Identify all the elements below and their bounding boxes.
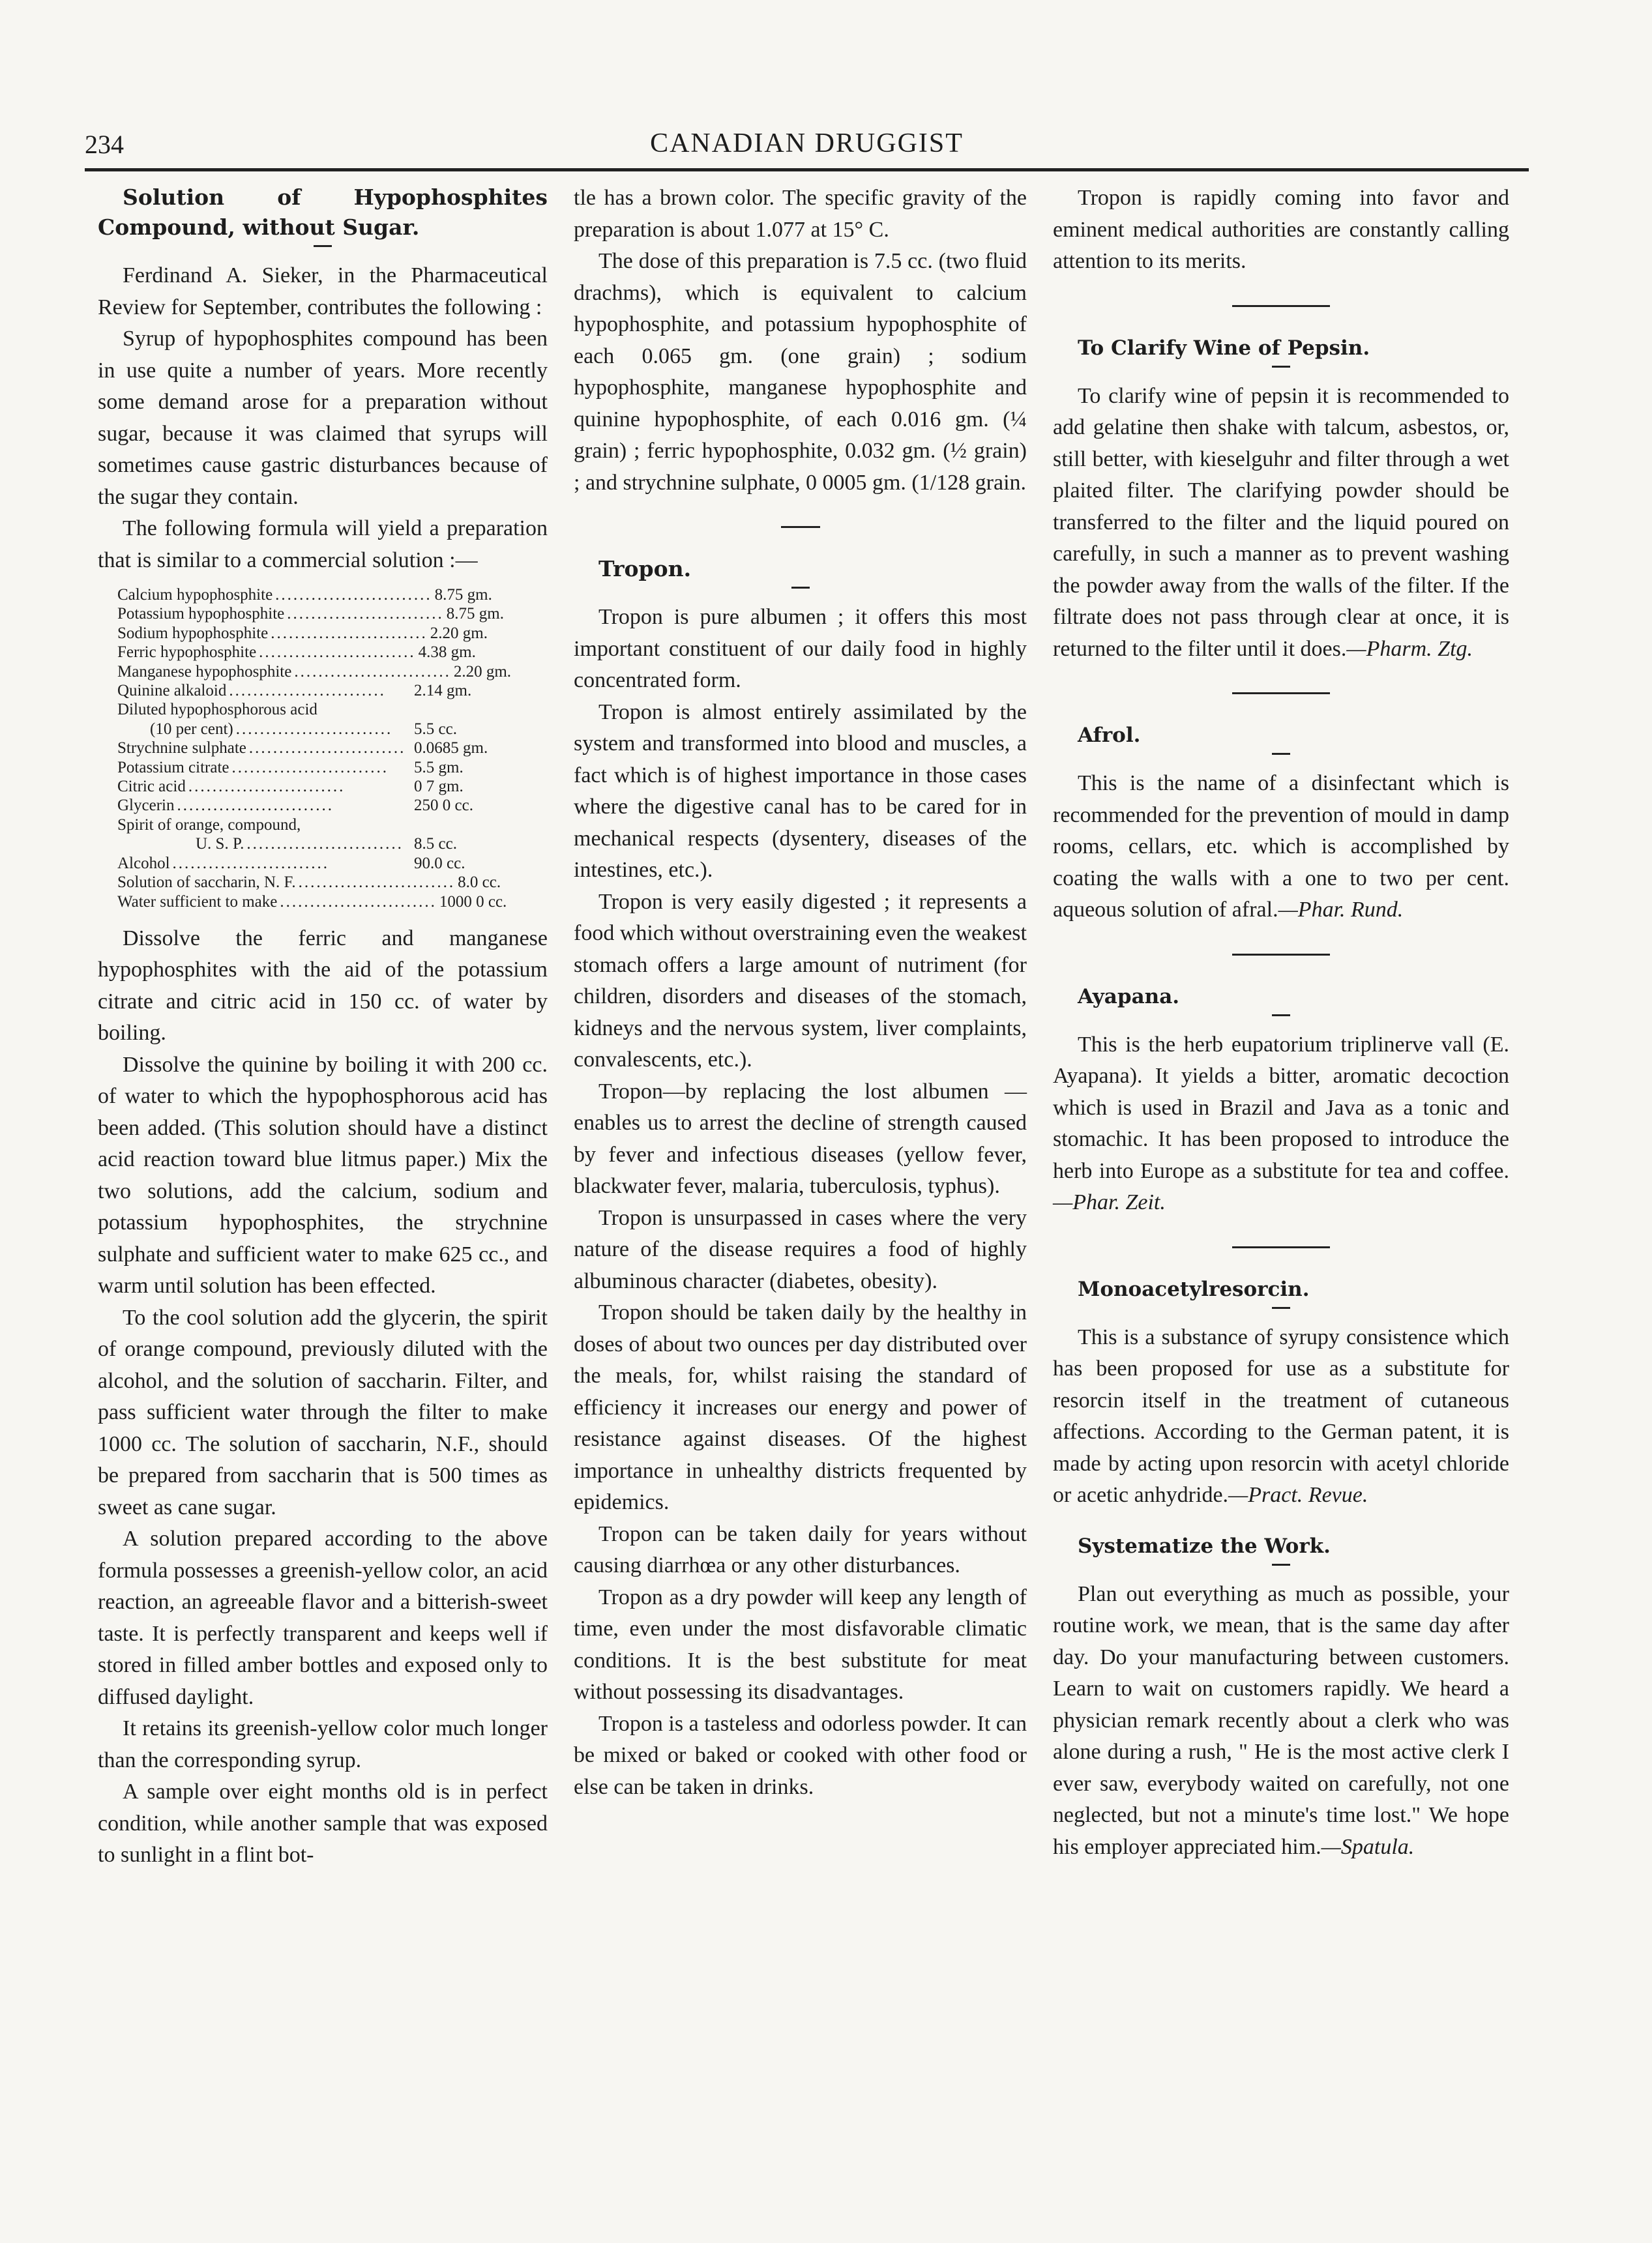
section-separator (1232, 305, 1330, 307)
ingredient-quantity: 2.20 gm. (453, 662, 512, 681)
formula-row (117, 815, 518, 834)
formula-row: Alcohol .......................... 90.0 cc. (117, 854, 518, 873)
ingredient-quantity: 8.0 cc. (458, 873, 501, 892)
ingredient-name: Citric acid (117, 778, 186, 796)
paragraph: tle has a brown color. The specific gravity of the preparation is about 1.077 at 15° C. (574, 186, 1027, 242)
column-1 (98, 183, 548, 2190)
heading-dash (1272, 1564, 1290, 1566)
paragraph: A sample over eight months old is in perfect condition, while another sample that was exposed to sunlight in a flint bot- (98, 1780, 548, 1868)
paragraph: Tropon should be taken daily by the healthy in doses of about two ounces per day distributed over the meals, for, whilst raising the standard of efficiency it increases our energy and power of resistance against diseases. Of the highest importance in unhealthy districts frequented by epidemics. (574, 1300, 1027, 1514)
page-number: 234 (85, 130, 124, 159)
paragraph: Tropon—by replacing the lost albumen — enables us to arrest the decline of strength caused by fever and infectious diseases (yellow fever, blackwater fever, malaria, tuberculosis, typhus). (574, 1079, 1027, 1198)
formula-row: U. S. P. .......................... 8.5 cc. (117, 834, 518, 853)
ingredient-quantity: 250 0 cc. (414, 797, 473, 815)
paragraph: This is the name of a disinfectant which is recommended for the prevention of mould in damp rooms, cellars, etc. which is accomplished by coating the walls with a one to two per cent. aqueous solution of afral.—Phar. Rund. (1053, 771, 1509, 922)
paragraph: Tropon is unsurpassed in cases where the very nature of the disease requires a food of highly albuminous character (diabetes, obesity). (574, 1205, 1027, 1293)
heading-dash (1272, 1014, 1290, 1016)
formula-row: Sodium hypophosphite .......................... 2.20 gm. (117, 624, 518, 643)
section-separator (1232, 954, 1330, 956)
paragraph: Tropon can be taken daily for years without causing diarrhœa or any other disturbances. (574, 1521, 1027, 1577)
formula-row: Solution of saccharin, N. F. .......................... 8.0 cc. (117, 873, 518, 892)
paragraph: A solution prepared according to the above formula possesses a greenish-yellow color, an acid reaction, an agreeable flavor and a bitterish-sweet taste. It is perfectly transparent and keeps well if stored in filled amber bottles and exposed only to diffused daylight. (98, 1527, 548, 1709)
ingredient-name: Sodium hypophosphite (117, 624, 269, 642)
heading-dash (791, 587, 810, 589)
ingredient-name: Calcium hypophosphite (117, 586, 273, 604)
source-citation: —Pharm. Ztg. (1346, 636, 1473, 661)
paragraph: To clarify wine of pepsin it is recommended to add gelatine then shake with talcum, asbestos, or, still better, with kieselguhr and filter through a wet plaited filter. The clarifying powder should be transferred to the filter and the liquid poured on carefully, in such a manner as to prevent washing the powder away from the walls of the filter. If the filtrate does not pass through clear at once, it is returned to the filter until it does.—Pharm. Ztg. (1053, 383, 1509, 661)
formula-row: (10 per cent) .......................... 5.5 cc. (117, 720, 518, 739)
ingredient-quantity (414, 815, 518, 834)
paragraph: Tropon as a dry powder will keep any length of time, even under the most disfavorable climatic conditions. It is the best substitute for meat without possessing its disadvantages. (574, 1585, 1027, 1704)
formula-row: Glycerin .......................... 250 0 cc. (117, 796, 518, 815)
ingredient-quantity: 5.5 cc. (414, 720, 457, 738)
ingredient-name: Alcohol (117, 854, 170, 872)
column-3 (1053, 183, 1509, 2190)
heading-dash (1272, 753, 1290, 755)
heading-dash (1272, 1307, 1290, 1309)
ingredient-quantity: 2.14 gm. (414, 682, 472, 700)
article-heading-afrol: Afrol. (1078, 724, 1141, 747)
ingredient-name: Quinine alkaloid (117, 682, 227, 700)
formula-row: Potassium citrate .......................... 5.5 gm. (117, 758, 518, 777)
paragraph: Syrup of hypophosphites compound has been in use quite a number of years. More recently some demand arose for a preparation without sugar, because it was claimed that syrups will sometimes cause gastric disturbances because of the sugar they contain. (98, 327, 548, 509)
paragraph: Tropon is pure albumen ; it offers this most important constituent of our daily food in highly concentrated form. (574, 605, 1027, 692)
formula-row: Manganese hypophosphite .......................... 2.20 gm. (117, 662, 518, 681)
paragraph: Tropon is almost entirely assimilated by the system and transformed into blood and muscles, a fact which is of highest importance in those cases where the digestive canal has to be cared for in mechanical respects (dysentery, diseases of the intestines, etc.). (574, 699, 1027, 882)
page-header (85, 124, 1529, 169)
paragraph: Tropon is rapidly coming into favor and eminent medical authorities are constantly calling attention to its merits. (1053, 186, 1509, 273)
ingredient-name: Potassium hypophosphite (117, 605, 285, 623)
paragraph: Tropon is very easily digested ; it represents a food which without overstraining even the weakest stomach offers a large amount of nutriment (for children, disorders and diseases of the stomach, kidneys and the nervous system, liver complaints, convalescents, etc.). (574, 889, 1027, 1072)
section-separator (1232, 1246, 1330, 1248)
paragraph: The dose of this preparation is 7.5 cc. (two fluid drachms), which is equivalent to calcium hypophosphite, and potassium hypophosphite of each 0.065 gm. (one grain) ; sodium hypophosphite, manganese hypophosphite and quinine hypophosphite, of each 0.016 gm. (¼ grain) ; ferric hypophosphite, 0.032 gm. (½ grain) ; and strychnine sulphate, 0 0005 gm. (1/128 grain. (574, 249, 1027, 495)
ingredient-quantity: 90.0 cc. (414, 854, 465, 872)
section-separator (1232, 692, 1330, 694)
ingredient-quantity (414, 700, 518, 719)
article-heading-tropon: Tropon. (598, 556, 692, 581)
paragraph: Tropon is a tasteless and odorless powder. It can be mixed or baked or cooked with other food or else can be taken in drinks. (574, 1711, 1027, 1799)
ingredient-quantity: 2.20 gm. (430, 624, 488, 642)
ingredient-name: Strychnine sulphate (117, 739, 246, 757)
heading-dash (314, 245, 332, 247)
ingredient-name: U. S. P. (196, 835, 244, 853)
section-separator (781, 526, 820, 528)
article-heading-wine-of-pepsin: To Clarify Wine of Pepsin. (1078, 336, 1370, 360)
header-rule (85, 168, 1529, 171)
ingredient-name: (10 per cent) (150, 720, 233, 738)
ingredient-quantity: 5.5 gm. (414, 758, 464, 776)
formula-row: Potassium hypophosphite .......................... 8.75 gm. (117, 604, 518, 623)
ingredient-name: Water sufficient to make (117, 892, 278, 911)
paragraph: The following formula will yield a preparation that is similar to a commercial solution :— (98, 516, 548, 572)
article-heading-hypophosphites: Solution of Hypophosphites Compound, without Sugar. (98, 184, 548, 240)
formula-row (117, 700, 518, 719)
ingredient-name: Diluted hypophosphorous acid (117, 701, 317, 719)
paragraph: Dissolve the quinine by boiling it with 200 cc. of water to which the hypophosphorous acid has been added. (This solution should have a distinct acid reaction toward blue litmus paper.) Mix the two solutions, add the calcium, sodium and potassium hypophosphites, the strychnine sulphate and sufficient water to make 625 cc., and warm until solution has been effected. (98, 1052, 548, 1298)
paragraph: Plan out everything as much as possible, your routine work, we mean, that is the same day after day. Do your manufacturing between customers. Learn to wait on customers rapidly. We heard a physician remark recently about a clerk who was alone during a rush, " He is the most active clerk I ever saw, everybody waited on carefully, not one neglected, but not a minute's time lost." We hope his employer appreciated him.—Spatula. (1053, 1581, 1509, 1859)
paragraph: Ferdinand A. Sieker, in the Pharmaceutical Review for September, contributes the following : (98, 263, 548, 319)
formula-row: Water sufficient to make .......................... 1000 0 cc. (117, 892, 518, 911)
formula-row: Quinine alkaloid .......................... 2.14 gm. (117, 681, 518, 700)
ingredient-quantity: 8.75 gm. (434, 586, 492, 604)
formula-table (117, 585, 548, 911)
ingredient-name: Solution of saccharin, N. F. (117, 873, 296, 892)
heading-dash (1272, 366, 1290, 368)
formula-row: Ferric hypophosphite .......................... 4.38 gm. (117, 643, 518, 662)
journal-title: CANADIAN DRUGGIST (650, 128, 964, 158)
paragraph: It retains its greenish-yellow color much longer than the corresponding syrup. (98, 1716, 548, 1772)
paragraph: This is the herb eupatorium triplinerve vall (E. Ayapana). It yields a bitter, aromatic decoction which is used in Brazil and Java as a tonic and stomachic. It has been proposed to introduce the herb into Europe as a substitute for tea and coffee.—Phar. Zeit. (1053, 1032, 1509, 1214)
formula-row: Calcium hypophosphite .......................... 8.75 gm. (117, 585, 518, 604)
ingredient-quantity: 0.0685 gm. (414, 739, 488, 757)
paragraph: Dissolve the ferric and manganese hypophosphites with the aid of the potassium citrate and citric acid in 150 cc. of water by boiling. (98, 926, 548, 1046)
ingredient-name: Manganese hypophosphite (117, 662, 292, 681)
ingredient-name: Spirit of orange, compound, (117, 815, 301, 834)
article-heading-ayapana: Ayapana. (1078, 984, 1180, 1008)
ingredient-quantity: 8.5 cc. (414, 835, 457, 853)
paragraph: To the cool solution add the glycerin, the spirit of orange compound, previously diluted with the alcohol, and the solution of saccharin. Filter, and pass sufficient water through the filter to make 1000 cc. The solution of saccharin, N.F., should be prepared from saccharin that is 500 times as sweet as cane sugar. (98, 1305, 548, 1519)
ingredient-name: Glycerin (117, 797, 175, 815)
paragraph: This is a substance of syrupy consistence which has been proposed for use as a substitute for resorcin itself in the treatment of cutaneous affections. According to the German patent, it is made by acting upon resorcin with acetyl chloride or acetic anhydride.—Pract. Revue. (1053, 1325, 1509, 1507)
formula-row: Strychnine sulphate .......................... 0.0685 gm. (117, 739, 518, 757)
source-citation: —Phar. Zeit. (1053, 1190, 1166, 1214)
source-citation: —Spatula. (1321, 1834, 1415, 1859)
column-2 (574, 183, 1027, 2190)
article-heading-monoacetylresorcin: Monoacetylresorcin. (1078, 1277, 1310, 1301)
source-citation: —Phar. Rund. (1278, 898, 1404, 922)
ingredient-name: Ferric hypophosphite (117, 643, 257, 662)
formula-row: Citric acid .......................... 0 7 gm. (117, 777, 518, 796)
source-citation: —Pract. Revue. (1228, 1483, 1368, 1507)
ingredient-quantity: 4.38 gm. (418, 643, 476, 662)
article-heading-systematize-the-work: Systematize the Work. (1078, 1534, 1331, 1558)
ingredient-quantity: 8.75 gm. (446, 605, 504, 623)
ingredient-quantity: 1000 0 cc. (439, 892, 507, 911)
ingredient-name: Potassium citrate (117, 758, 229, 776)
ingredient-quantity: 0 7 gm. (414, 778, 464, 796)
